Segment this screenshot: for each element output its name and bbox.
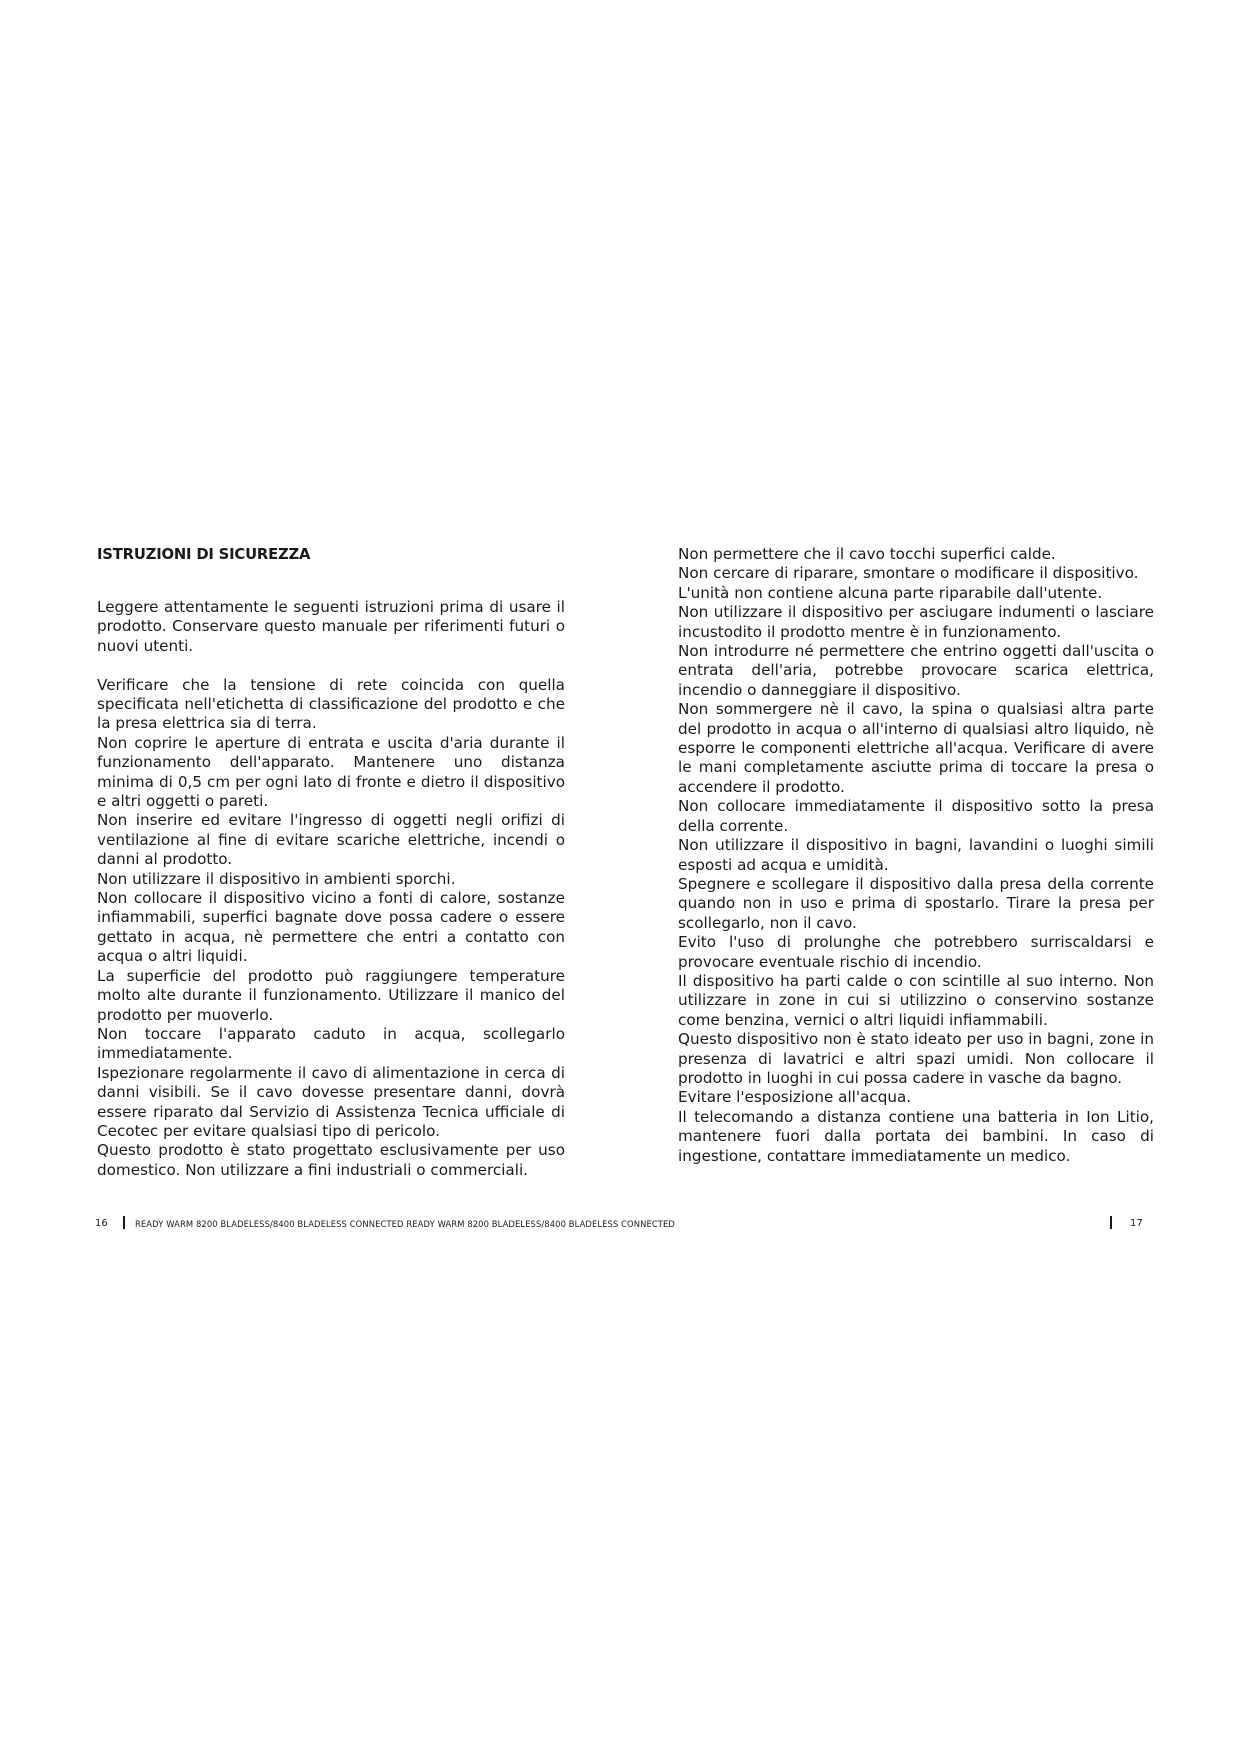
instruction-paragraph: Non utilizzare il dispositivo in bagni, lavandini o luoghi simili esposti ad acqua e umidità.: [678, 836, 1154, 874]
section-heading: ISTRUZIONI DI SICUREZZA: [97, 546, 311, 563]
instruction-paragraph: Evitare l'esposizione all'acqua.: [678, 1088, 912, 1107]
instruction-paragraph: Non utilizzare il dispositivo in ambienti sporchi.: [97, 869, 456, 888]
instruction-paragraph: Ispezionare regolarmente il cavo di alimentazione in cerca di danni visibili. Se il cavo dovesse presentare danni, dovrà essere riparato dal Servizio di Assistenza Tecnica ufficiale di Cecotec per evitare qualsiasi tipo di pericolo.: [97, 1063, 565, 1140]
page-number-left: 16: [95, 1218, 108, 1229]
footer-separator-left: [123, 1216, 125, 1229]
instruction-paragraph: La superficie del prodotto può raggiungere temperature molto alte durante il funzionamento. Utilizzare il manico del prodotto per muoverlo.: [97, 966, 565, 1024]
instruction-paragraph: Non toccare l'apparato caduto in acqua, scollegarlo immediatamente.: [97, 1024, 565, 1063]
instruction-paragraph: Non collocare il dispositivo vicino a fonti di calore, sostanze infiammabili, superfici bagnate dove possa cadere o essere gettato in acqua, nè permettere che entri a contatto con acqua o altri liquidi.: [97, 889, 565, 966]
instruction-paragraph: Non introdurre né permettere che entrino oggetti dall'uscita o entrata dell'aria, potrebbe provocare scarica elettrica, incendio o danneggiare il dispositivo.: [678, 642, 1154, 699]
instruction-paragraph: Evito l'uso di prolunghe che potrebbero surriscaldarsi e provocare eventuale rischio di incendio.: [678, 933, 1154, 971]
intro-paragraph: Leggere attentamente le seguenti istruzioni prima di usare il prodotto. Conservare questo manuale per riferimenti futuri o nuovi utenti.: [97, 598, 565, 655]
left-page-column: [97, 545, 565, 1180]
instruction-paragraph: Non utilizzare il dispositivo per asciugare indumenti o lasciare incustodito il prodotto mentre è in funzionamento.: [678, 603, 1154, 641]
instruction-paragraph: Questo prodotto è stato progettato esclusivamente per uso domestico. Non utilizzare a fini industriali o commerciali.: [97, 1141, 565, 1179]
right-page-column: [678, 545, 1154, 1166]
instruction-paragraph: Il dispositivo ha parti calde o con scintille al suo interno. Non utilizzare in zone in cui si utilizzino o conservino sostanze come benzina, vernici o altri liquidi infiammabili.: [678, 971, 1154, 1029]
instruction-paragraph: Questo dispositivo non è stato ideato per uso in bagni, zone in presenza di lavatrici e altri spazi umidi. Non collocare il prodotto in luoghi in cui possa cadere in vasche da bagno.: [678, 1030, 1154, 1087]
instruction-paragraph: Non collocare immediatamente il dispositivo sotto la presa della corrente.: [678, 797, 1154, 835]
instruction-paragraph: Verificare che la tensione di rete coincida con quella specificata nell'etichetta di classificazione del prodotto e che la presa elettrica sia di terra.: [97, 675, 565, 733]
instruction-paragraph: Non coprire le aperture di entrata e uscita d'aria durante il funzionamento dell'apparato. Mantenere uno distanza minima di 0,5 cm per ogni lato di fronte e dietro il dispositivo e altri oggetti o pareti.: [97, 733, 565, 811]
instruction-paragraph: L'unità non contiene alcuna parte riparabile dall'utente.: [678, 583, 1103, 602]
footer-separator-right: [1110, 1216, 1112, 1229]
instruction-paragraph: Spegnere e scollegare il dispositivo dalla presa della corrente quando non in uso e prima di spostarlo. Tirare la presa per scollegarlo, non il cavo.: [678, 874, 1154, 932]
instruction-paragraph: Non sommergere nè il cavo, la spina o qualsiasi altra parte del prodotto in acqua o all'interno di qualsiasi altro liquido, nè esporre le componenti elettriche all'acqua. Verificare di avere le mani completamente asciutte prima di toccare la presa o accendere il prodotto.: [678, 700, 1154, 796]
footer-product-name: READY WARM 8200 BLADELESS/8400 BLADELESS CONNECTED READY WARM 8200 BLADELESS/8400 BLADELESS CONNECTED: [135, 1219, 675, 1229]
instruction-paragraph: Non inserire ed evitare l'ingresso di oggetti negli orifizi di ventilazione al fine di evitare scariche elettriche, incendi o danni al prodotto.: [97, 811, 565, 869]
page-footer: [0, 1215, 1241, 1235]
instruction-paragraph: Non cercare di riparare, smontare o modificare il dispositivo.: [678, 564, 1139, 583]
page-number-right: 17: [1130, 1218, 1143, 1229]
instruction-paragraph: Non permettere che il cavo tocchi superfici calde.: [678, 545, 1056, 563]
instruction-paragraph: Il telecomando a distanza contiene una batteria in Ion Litio, mantenere fuori dalla portata dei bambini. In caso di ingestione, contattare immediatamente un medico.: [678, 1107, 1154, 1165]
